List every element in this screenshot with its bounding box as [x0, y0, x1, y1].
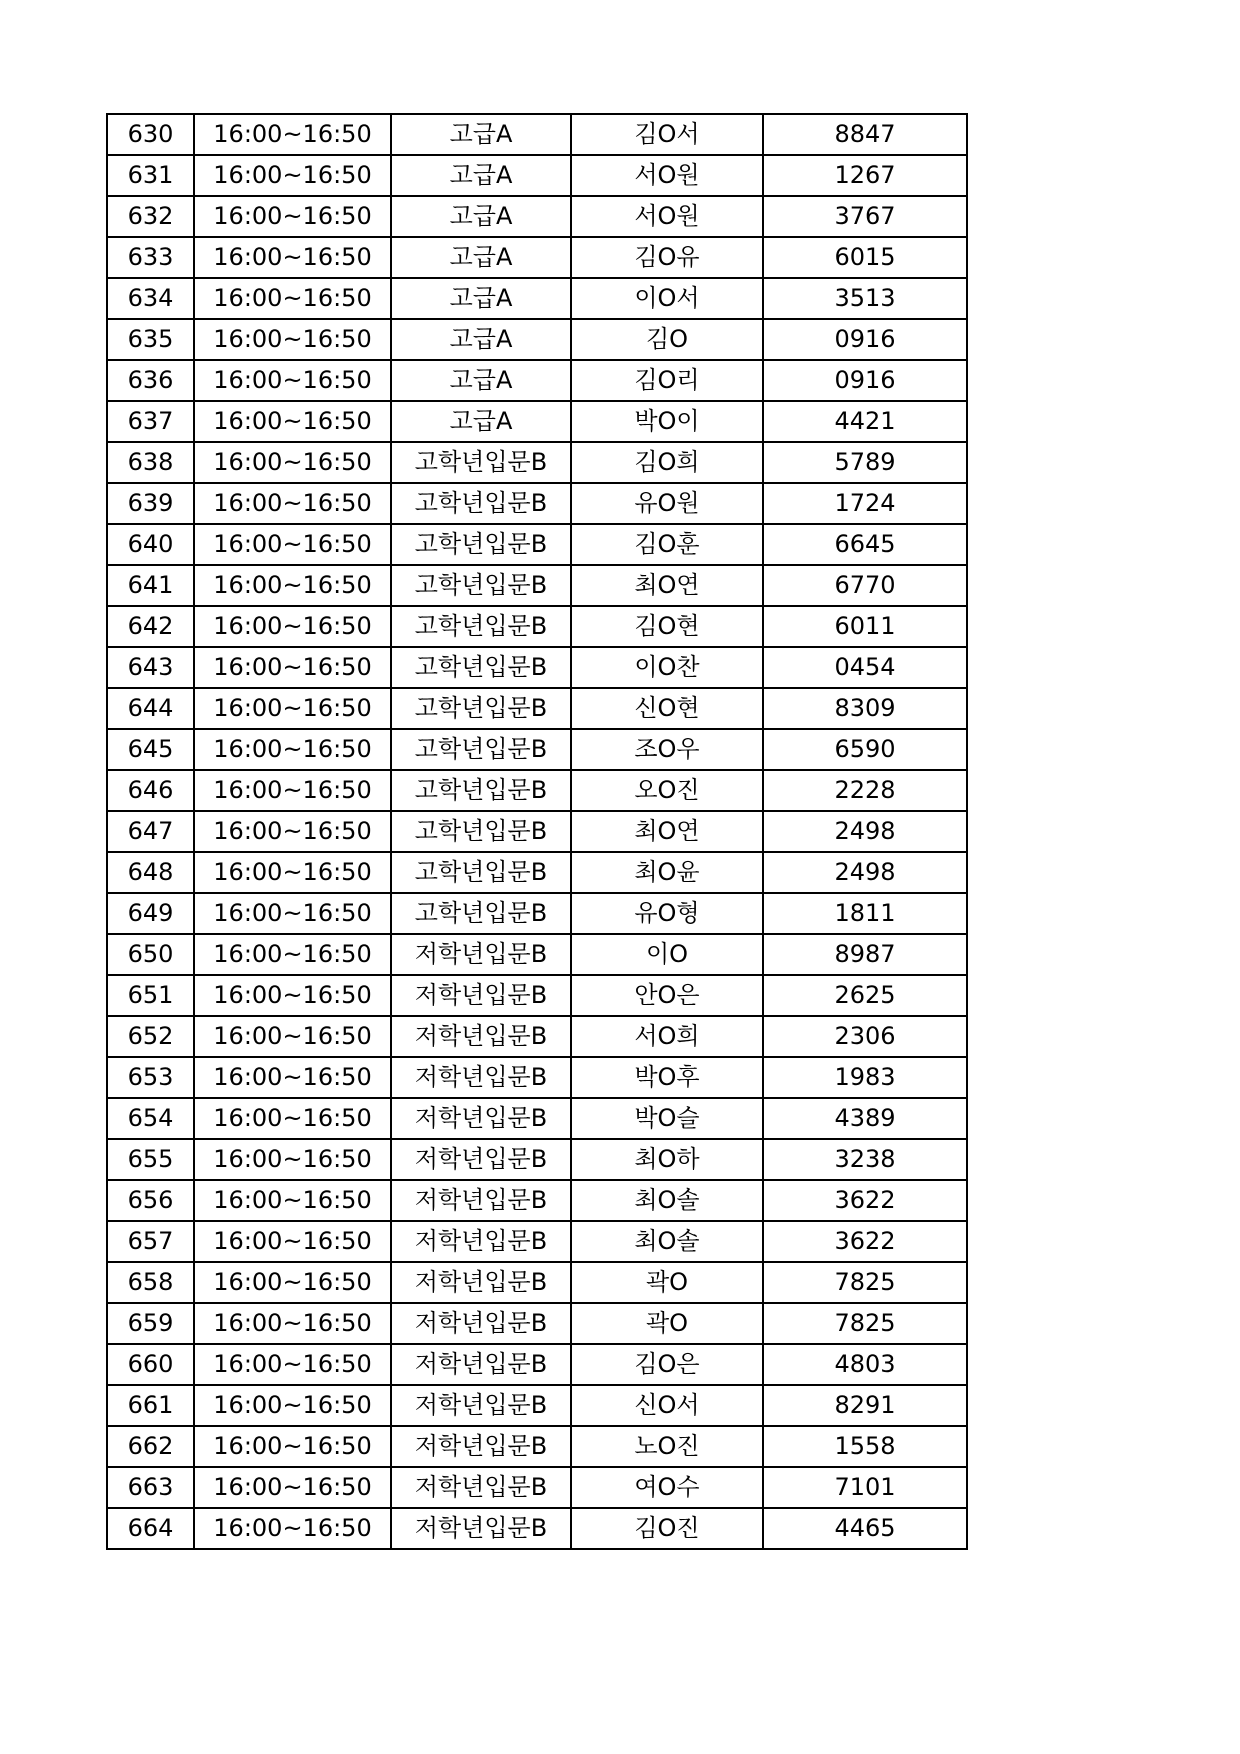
row-number-cell: 648	[107, 852, 194, 893]
time-slot-cell: 16:00~16:50	[194, 155, 391, 196]
code-cell: 3238	[763, 1139, 967, 1180]
student-name-cell: 김O	[571, 319, 763, 360]
row-number-cell: 640	[107, 524, 194, 565]
table-row	[107, 852, 967, 893]
student-name-cell: 김O훈	[571, 524, 763, 565]
table-row	[107, 934, 967, 975]
student-name-cell: 김O진	[571, 1508, 763, 1549]
code-cell: 6770	[763, 565, 967, 606]
row-number-cell: 644	[107, 688, 194, 729]
table-row	[107, 278, 967, 319]
time-slot-cell: 16:00~16:50	[194, 442, 391, 483]
student-name-cell: 최O솔	[571, 1221, 763, 1262]
table-row	[107, 155, 967, 196]
row-number-cell: 646	[107, 770, 194, 811]
class-name-cell: 고학년입문B	[391, 729, 571, 770]
time-slot-cell: 16:00~16:50	[194, 606, 391, 647]
code-cell: 0916	[763, 319, 967, 360]
time-slot-cell: 16:00~16:50	[194, 729, 391, 770]
code-cell: 8847	[763, 114, 967, 155]
class-name-cell: 저학년입문B	[391, 1344, 571, 1385]
time-slot-cell: 16:00~16:50	[194, 770, 391, 811]
code-cell: 6015	[763, 237, 967, 278]
class-name-cell: 저학년입문B	[391, 1180, 571, 1221]
row-number-cell: 647	[107, 811, 194, 852]
time-slot-cell: 16:00~16:50	[194, 975, 391, 1016]
time-slot-cell: 16:00~16:50	[194, 1016, 391, 1057]
time-slot-cell: 16:00~16:50	[194, 1057, 391, 1098]
code-cell: 4465	[763, 1508, 967, 1549]
class-name-cell: 고급A	[391, 114, 571, 155]
row-number-cell: 636	[107, 360, 194, 401]
class-name-cell: 고급A	[391, 237, 571, 278]
table-row	[107, 688, 967, 729]
table-row	[107, 483, 967, 524]
code-cell: 7825	[763, 1262, 967, 1303]
class-name-cell: 저학년입문B	[391, 1057, 571, 1098]
code-cell: 3767	[763, 196, 967, 237]
code-cell: 8291	[763, 1385, 967, 1426]
table-row	[107, 1262, 967, 1303]
code-cell: 1811	[763, 893, 967, 934]
table-row	[107, 1016, 967, 1057]
time-slot-cell: 16:00~16:50	[194, 893, 391, 934]
class-name-cell: 고학년입문B	[391, 647, 571, 688]
table-row	[107, 237, 967, 278]
row-number-cell: 664	[107, 1508, 194, 1549]
code-cell: 1724	[763, 483, 967, 524]
time-slot-cell: 16:00~16:50	[194, 237, 391, 278]
row-number-cell: 662	[107, 1426, 194, 1467]
student-name-cell: 김O유	[571, 237, 763, 278]
code-cell: 4803	[763, 1344, 967, 1385]
row-number-cell: 653	[107, 1057, 194, 1098]
class-name-cell: 저학년입문B	[391, 1098, 571, 1139]
class-name-cell: 고급A	[391, 196, 571, 237]
time-slot-cell: 16:00~16:50	[194, 1344, 391, 1385]
row-number-cell: 642	[107, 606, 194, 647]
table-row	[107, 606, 967, 647]
row-number-cell: 631	[107, 155, 194, 196]
table-row	[107, 1385, 967, 1426]
code-cell: 1558	[763, 1426, 967, 1467]
student-name-cell: 여O수	[571, 1467, 763, 1508]
time-slot-cell: 16:00~16:50	[194, 1262, 391, 1303]
student-name-cell: 박O이	[571, 401, 763, 442]
row-number-cell: 643	[107, 647, 194, 688]
student-name-cell: 이O	[571, 934, 763, 975]
student-name-cell: 최O윤	[571, 852, 763, 893]
time-slot-cell: 16:00~16:50	[194, 688, 391, 729]
code-cell: 2498	[763, 811, 967, 852]
table-row	[107, 770, 967, 811]
class-name-cell: 저학년입문B	[391, 934, 571, 975]
time-slot-cell: 16:00~16:50	[194, 524, 391, 565]
time-slot-cell: 16:00~16:50	[194, 1180, 391, 1221]
class-name-cell: 고학년입문B	[391, 565, 571, 606]
row-number-cell: 657	[107, 1221, 194, 1262]
class-name-cell: 저학년입문B	[391, 1385, 571, 1426]
row-number-cell: 649	[107, 893, 194, 934]
row-number-cell: 654	[107, 1098, 194, 1139]
class-name-cell: 고학년입문B	[391, 688, 571, 729]
class-name-cell: 저학년입문B	[391, 1303, 571, 1344]
table-row	[107, 1098, 967, 1139]
class-name-cell: 고학년입문B	[391, 442, 571, 483]
student-name-cell: 최O연	[571, 811, 763, 852]
row-number-cell: 656	[107, 1180, 194, 1221]
table-row	[107, 360, 967, 401]
code-cell: 7825	[763, 1303, 967, 1344]
class-name-cell: 고학년입문B	[391, 483, 571, 524]
time-slot-cell: 16:00~16:50	[194, 196, 391, 237]
time-slot-cell: 16:00~16:50	[194, 401, 391, 442]
code-cell: 2498	[763, 852, 967, 893]
row-number-cell: 661	[107, 1385, 194, 1426]
row-number-cell: 658	[107, 1262, 194, 1303]
row-number-cell: 641	[107, 565, 194, 606]
table-row	[107, 524, 967, 565]
row-number-cell: 645	[107, 729, 194, 770]
student-name-cell: 김O은	[571, 1344, 763, 1385]
time-slot-cell: 16:00~16:50	[194, 1139, 391, 1180]
class-name-cell: 저학년입문B	[391, 975, 571, 1016]
table-row	[107, 1139, 967, 1180]
code-cell: 1983	[763, 1057, 967, 1098]
class-name-cell: 저학년입문B	[391, 1221, 571, 1262]
time-slot-cell: 16:00~16:50	[194, 1426, 391, 1467]
class-name-cell: 저학년입문B	[391, 1467, 571, 1508]
student-name-cell: 조O우	[571, 729, 763, 770]
class-name-cell: 고학년입문B	[391, 524, 571, 565]
class-name-cell: 고급A	[391, 360, 571, 401]
student-name-cell: 김O현	[571, 606, 763, 647]
code-cell: 2306	[763, 1016, 967, 1057]
student-name-cell: 노O진	[571, 1426, 763, 1467]
student-name-cell: 최O솔	[571, 1180, 763, 1221]
table-row	[107, 729, 967, 770]
table-row	[107, 1180, 967, 1221]
class-name-cell: 고급A	[391, 155, 571, 196]
student-name-cell: 서O원	[571, 155, 763, 196]
table-row	[107, 975, 967, 1016]
row-number-cell: 634	[107, 278, 194, 319]
student-name-cell: 서O원	[571, 196, 763, 237]
table-row	[107, 1467, 967, 1508]
code-cell: 2228	[763, 770, 967, 811]
code-cell: 6011	[763, 606, 967, 647]
student-name-cell: 곽O	[571, 1303, 763, 1344]
code-cell: 7101	[763, 1467, 967, 1508]
table-row	[107, 1344, 967, 1385]
code-cell: 4389	[763, 1098, 967, 1139]
time-slot-cell: 16:00~16:50	[194, 852, 391, 893]
class-name-cell: 고학년입문B	[391, 852, 571, 893]
time-slot-cell: 16:00~16:50	[194, 1467, 391, 1508]
table-row	[107, 319, 967, 360]
code-cell: 0454	[763, 647, 967, 688]
student-name-cell: 이O서	[571, 278, 763, 319]
code-cell: 1267	[763, 155, 967, 196]
time-slot-cell: 16:00~16:50	[194, 565, 391, 606]
class-name-cell: 고급A	[391, 278, 571, 319]
code-cell: 6645	[763, 524, 967, 565]
table-row	[107, 196, 967, 237]
class-name-cell: 고학년입문B	[391, 606, 571, 647]
class-name-cell: 저학년입문B	[391, 1139, 571, 1180]
student-name-cell: 안O은	[571, 975, 763, 1016]
table-row	[107, 1303, 967, 1344]
code-cell: 8987	[763, 934, 967, 975]
class-name-cell: 고학년입문B	[391, 811, 571, 852]
code-cell: 0916	[763, 360, 967, 401]
time-slot-cell: 16:00~16:50	[194, 1385, 391, 1426]
class-name-cell: 고학년입문B	[391, 770, 571, 811]
student-name-cell: 유O원	[571, 483, 763, 524]
code-cell: 3622	[763, 1180, 967, 1221]
table-row	[107, 1221, 967, 1262]
code-cell: 3513	[763, 278, 967, 319]
registration-table	[106, 113, 968, 1550]
row-number-cell: 650	[107, 934, 194, 975]
time-slot-cell: 16:00~16:50	[194, 934, 391, 975]
code-cell: 6590	[763, 729, 967, 770]
code-cell: 8309	[763, 688, 967, 729]
class-name-cell: 저학년입문B	[391, 1426, 571, 1467]
time-slot-cell: 16:00~16:50	[194, 647, 391, 688]
student-name-cell: 서O희	[571, 1016, 763, 1057]
row-number-cell: 655	[107, 1139, 194, 1180]
student-name-cell: 김O서	[571, 114, 763, 155]
class-name-cell: 고급A	[391, 319, 571, 360]
table-row	[107, 401, 967, 442]
time-slot-cell: 16:00~16:50	[194, 1098, 391, 1139]
student-name-cell: 김O희	[571, 442, 763, 483]
class-name-cell: 저학년입문B	[391, 1262, 571, 1303]
table-row	[107, 442, 967, 483]
student-name-cell: 김O리	[571, 360, 763, 401]
row-number-cell: 638	[107, 442, 194, 483]
table-row	[107, 1057, 967, 1098]
code-cell: 3622	[763, 1221, 967, 1262]
student-name-cell: 신O현	[571, 688, 763, 729]
time-slot-cell: 16:00~16:50	[194, 114, 391, 155]
row-number-cell: 635	[107, 319, 194, 360]
row-number-cell: 651	[107, 975, 194, 1016]
code-cell: 4421	[763, 401, 967, 442]
student-name-cell: 곽O	[571, 1262, 763, 1303]
time-slot-cell: 16:00~16:50	[194, 811, 391, 852]
time-slot-cell: 16:00~16:50	[194, 483, 391, 524]
student-name-cell: 오O진	[571, 770, 763, 811]
class-name-cell: 고급A	[391, 401, 571, 442]
time-slot-cell: 16:00~16:50	[194, 1508, 391, 1549]
student-name-cell: 이O찬	[571, 647, 763, 688]
table-row	[107, 893, 967, 934]
row-number-cell: 632	[107, 196, 194, 237]
time-slot-cell: 16:00~16:50	[194, 360, 391, 401]
table-body	[107, 114, 967, 1549]
code-cell: 2625	[763, 975, 967, 1016]
table-row	[107, 811, 967, 852]
table-row	[107, 647, 967, 688]
row-number-cell: 652	[107, 1016, 194, 1057]
time-slot-cell: 16:00~16:50	[194, 278, 391, 319]
code-cell: 5789	[763, 442, 967, 483]
row-number-cell: 633	[107, 237, 194, 278]
student-name-cell: 박O후	[571, 1057, 763, 1098]
row-number-cell: 659	[107, 1303, 194, 1344]
row-number-cell: 660	[107, 1344, 194, 1385]
class-name-cell: 저학년입문B	[391, 1508, 571, 1549]
student-name-cell: 유O형	[571, 893, 763, 934]
class-name-cell: 고학년입문B	[391, 893, 571, 934]
student-name-cell: 박O슬	[571, 1098, 763, 1139]
table-row	[107, 565, 967, 606]
time-slot-cell: 16:00~16:50	[194, 1303, 391, 1344]
row-number-cell: 663	[107, 1467, 194, 1508]
student-name-cell: 최O연	[571, 565, 763, 606]
student-name-cell: 최O하	[571, 1139, 763, 1180]
class-name-cell: 저학년입문B	[391, 1016, 571, 1057]
table-row	[107, 1426, 967, 1467]
table-row	[107, 1508, 967, 1549]
row-number-cell: 639	[107, 483, 194, 524]
table-row	[107, 114, 967, 155]
time-slot-cell: 16:00~16:50	[194, 1221, 391, 1262]
row-number-cell: 637	[107, 401, 194, 442]
row-number-cell: 630	[107, 114, 194, 155]
student-name-cell: 신O서	[571, 1385, 763, 1426]
time-slot-cell: 16:00~16:50	[194, 319, 391, 360]
